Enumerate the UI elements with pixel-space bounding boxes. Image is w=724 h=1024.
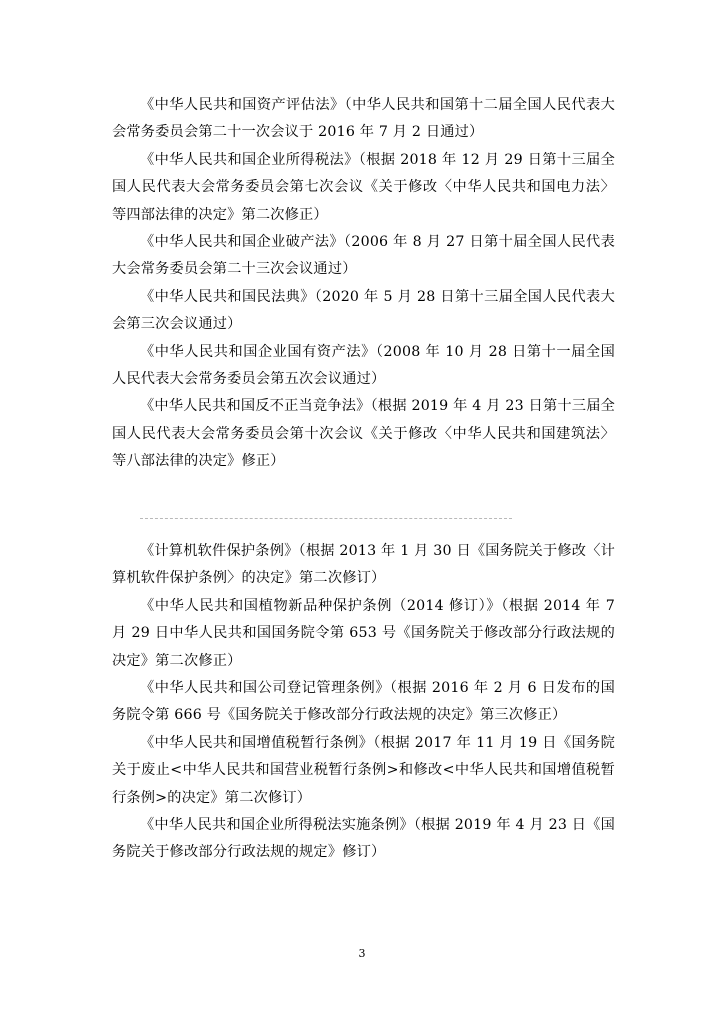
regulations-section [112, 538, 615, 867]
regulation-item-value-added-tax: 《中华人民共和国增值税暂行条例》（根据 2017 年 11 月 19 日《国务院关于废止<中华人民共和国营业税暂行条例>和修改<中华人民共和国增值税暂行条例>的决定》第二次修订） [112, 734, 615, 806]
law-item-enterprise-income-tax: 《中华人民共和国企业所得税法》（根据 2018 年 12 月 29 日第十三届全国人民代表大会常务委员会第七次会议《关于修改〈中华人民共和国电力法〉等四部法律的决定》第二次修正） [112, 151, 615, 223]
law-item-state-owned-assets: 《中华人民共和国企业国有资产法》（2008 年 10 月 28 日第十一届全国人民代表大会常务委员会第五次会议通过） [112, 343, 615, 388]
law-item-enterprise-bankruptcy: 《中华人民共和国企业破产法》（2006 年 8 月 27 日第十届全国人民代表大会常务委员会第二十三次会议通过） [112, 234, 615, 278]
section-divider [140, 518, 512, 519]
page-number: 3 [358, 947, 366, 960]
regulation-item-income-tax-implementation: 《中华人民共和国企业所得税法实施条例》（根据 2019 年 4 月 23 日《国务院关于修改部分行政法规的规定》修订） [112, 817, 615, 861]
law-item-asset-appraisal: 《中华人民共和国资产评估法》（中华人民共和国第十二届全国人民代表大会常务委员会第二十一次会议于 2016 年 7 月 2 日通过） [112, 97, 615, 141]
laws-section [112, 92, 615, 476]
regulation-item-plant-varieties: 《中华人民共和国植物新品种保护条例（2014 修订）》（根据 2014 年 7 月 29 日中华人民共和国国务院令第 653 号《国务院关于修改部分行政法规的决定》第二次修正） [112, 597, 615, 669]
regulation-item-company-registration: 《中华人民共和国公司登记管理条例》（根据 2016 年 2 月 6 日发布的国务院令第 666 号《国务院关于修改部分行政法规的决定》第三次修正） [112, 680, 615, 724]
regulation-item-software-protection: 《计算机软件保护条例》（根据 2013 年 1 月 30 日《国务院关于修改〈计算机软件保护条例〉的决定》第二次修订） [112, 543, 615, 587]
law-item-anti-unfair-competition: 《中华人民共和国反不正当竞争法》（根据 2019 年 4 月 23 日第十三届全国人民代表大会常务委员会第十次会议《关于修改〈中华人民共和国建筑法〉等八部法律的决定》修正） [112, 398, 615, 470]
law-item-civil-code: 《中华人民共和国民法典》（2020 年 5 月 28 日第十三届全国人民代表大会第三次会议通过） [112, 288, 615, 333]
